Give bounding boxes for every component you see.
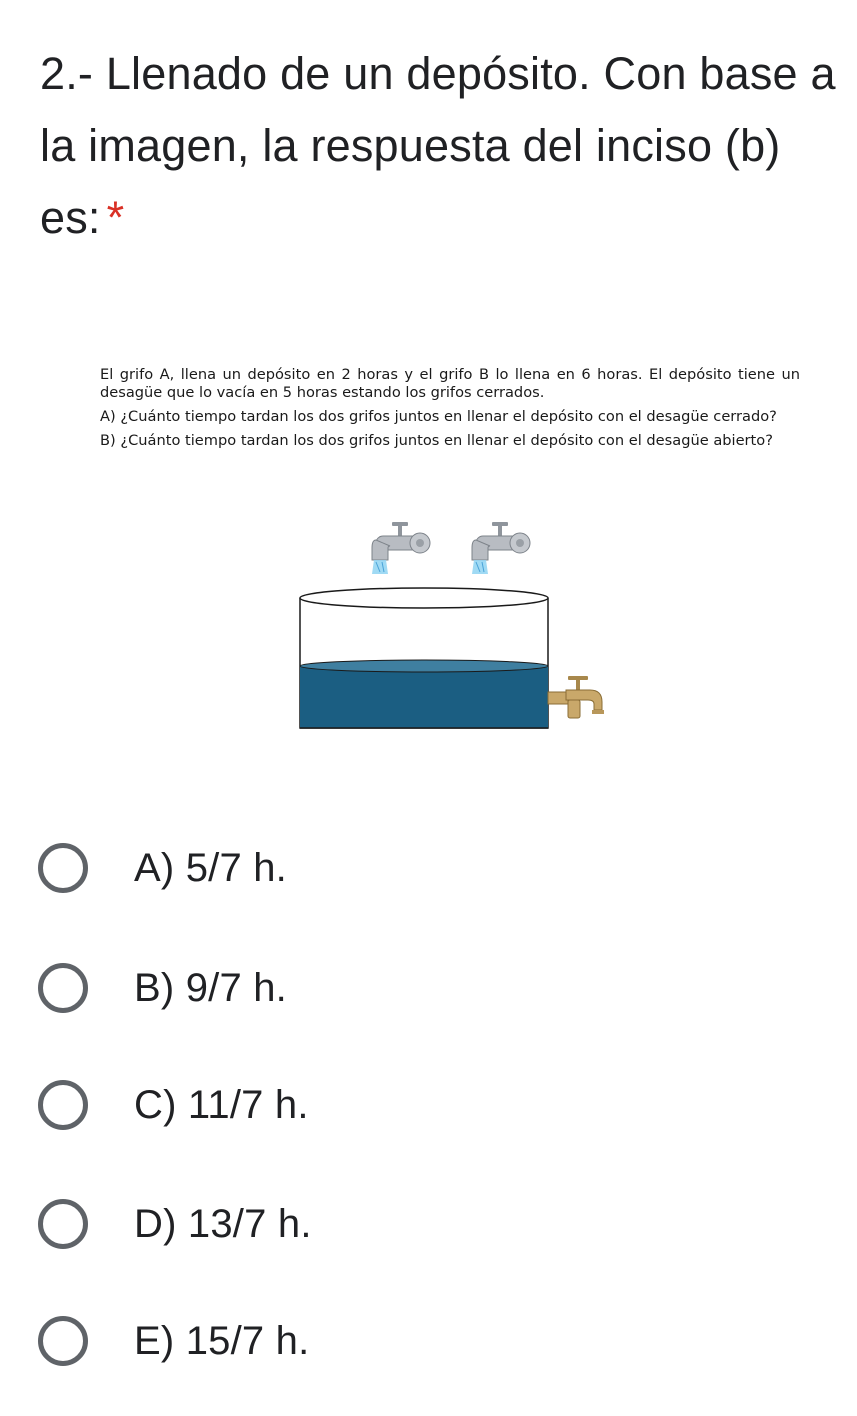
option-label: A) 5/7 h. — [134, 845, 287, 890]
faucet-b-icon — [472, 522, 530, 574]
option-label: B) 9/7 h. — [134, 965, 287, 1010]
option-c[interactable] — [38, 1073, 818, 1137]
problem-image — [90, 356, 810, 736]
tank-diagram — [90, 516, 810, 736]
radio-button[interactable] — [38, 843, 88, 893]
option-e[interactable] — [38, 1309, 818, 1373]
question-title-text: 2.- Llenado de un depósito. Con base a la imagen, la respuesta del inciso (b) es: — [40, 48, 836, 243]
problem-paragraph-1: El grifo A, llena un depósito en 2 horas y el grifo B lo llena en 6 horas. El depósito tiene un desagüe que lo vacía en 5 horas estando los grifos cerrados. — [100, 366, 800, 401]
option-a[interactable] — [38, 836, 818, 900]
problem-paragraph-3: B) ¿Cuánto tiempo tardan los dos grifos juntos en llenar el depósito con el desagüe abierto? — [100, 432, 773, 449]
radio-button[interactable] — [38, 1316, 88, 1366]
required-star: * — [106, 192, 125, 243]
faucet-a-icon — [372, 522, 430, 574]
radio-button[interactable] — [38, 1080, 88, 1130]
option-b[interactable] — [38, 956, 818, 1020]
radio-button[interactable] — [38, 1199, 88, 1249]
problem-paragraph-2: A) ¿Cuánto tiempo tardan los dos grifos juntos en llenar el depósito con el desagüe cerrado? — [100, 408, 777, 425]
option-label: E) 15/7 h. — [134, 1318, 310, 1363]
tank — [300, 588, 548, 728]
drain-faucet-icon — [548, 676, 604, 718]
option-label: C) 11/7 h. — [134, 1082, 309, 1127]
radio-button[interactable] — [38, 963, 88, 1013]
question-title — [40, 38, 852, 254]
option-label: D) 13/7 h. — [134, 1201, 312, 1246]
option-d[interactable] — [38, 1192, 818, 1256]
problem-statement — [100, 366, 800, 456]
